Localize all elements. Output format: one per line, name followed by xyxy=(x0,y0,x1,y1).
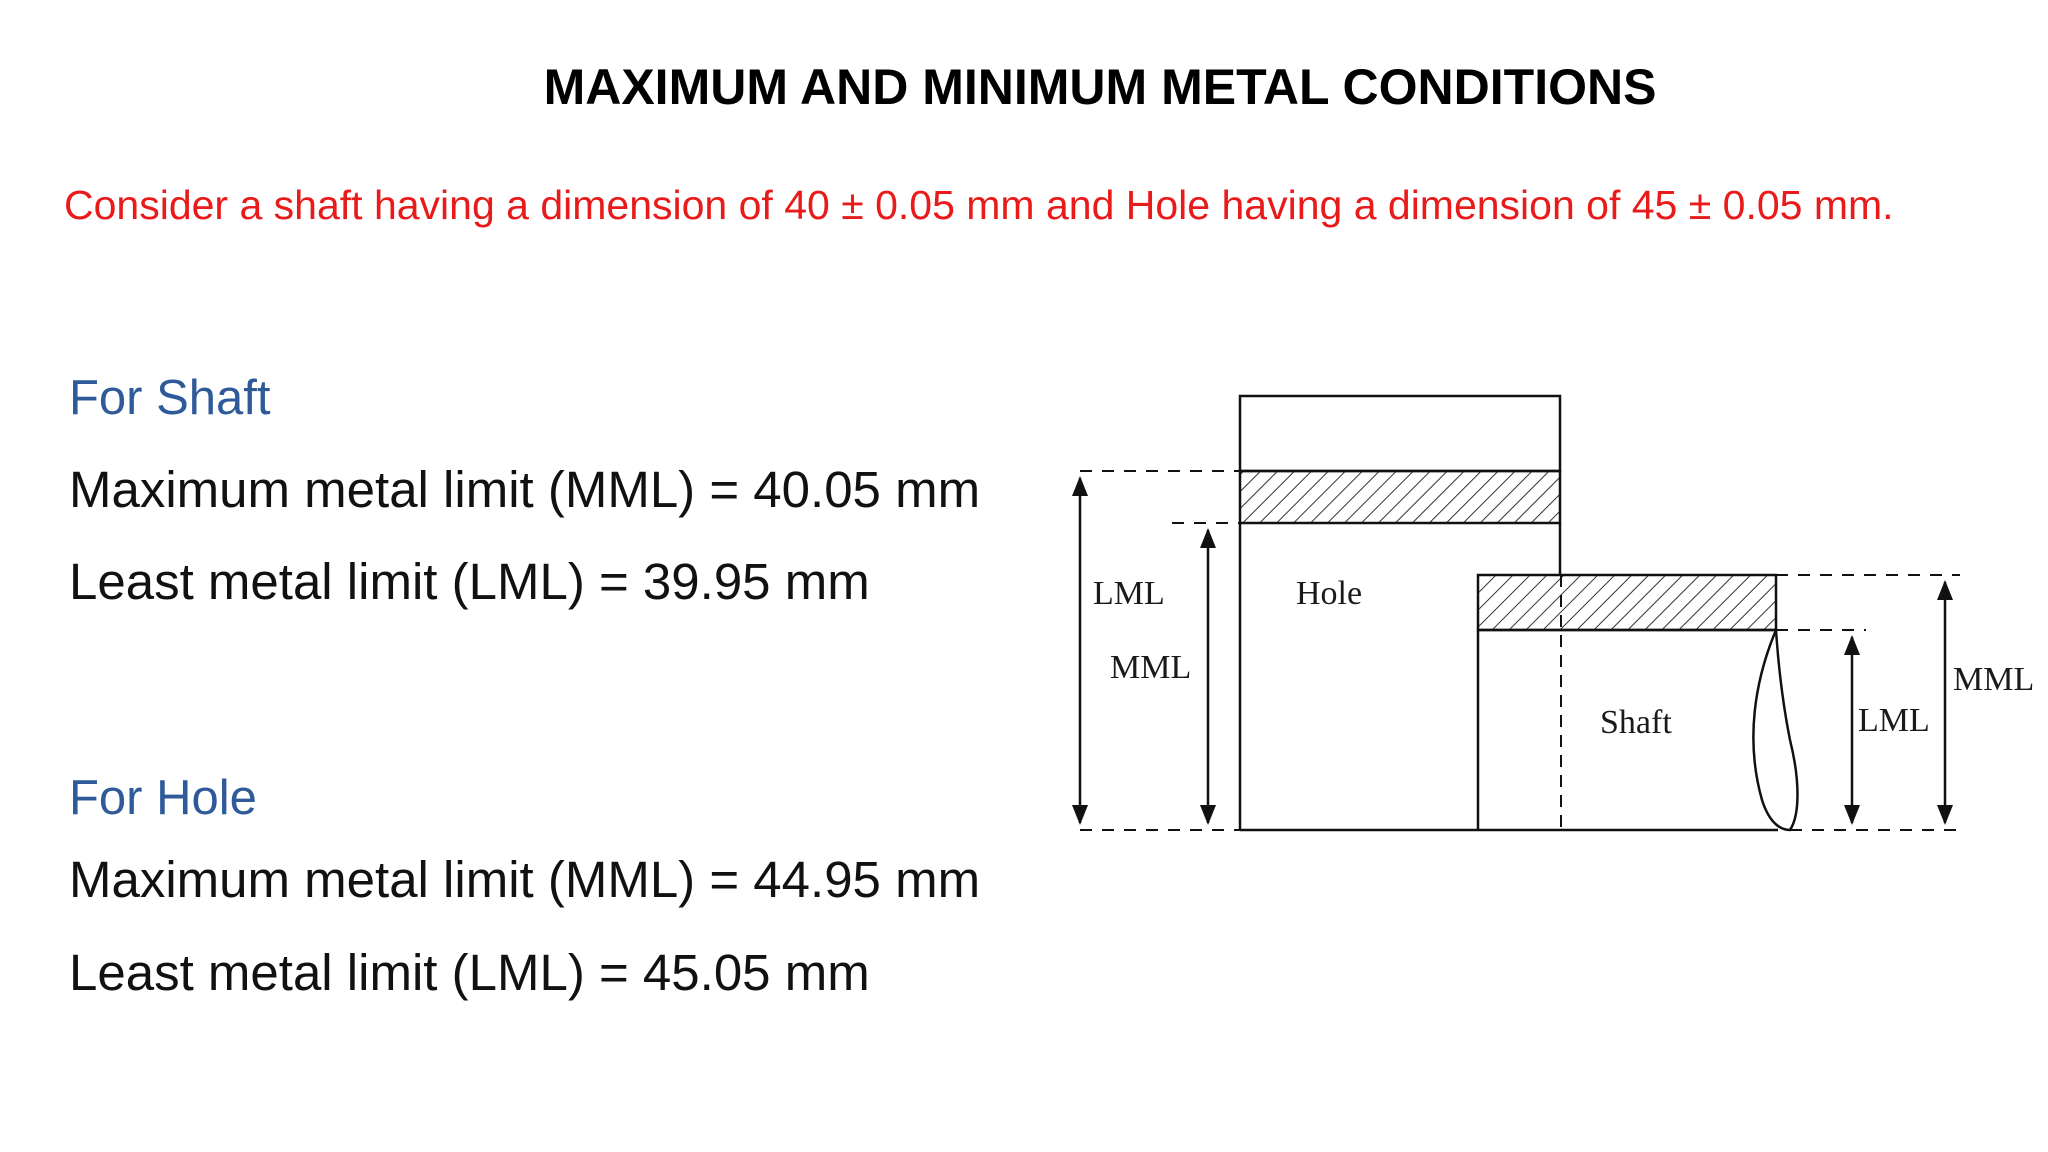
shaft-lml-label: LML xyxy=(1858,702,1930,739)
hole-tolerance-band xyxy=(1240,471,1560,523)
shaft-mml-line: Maximum metal limit (MML) = 40.05 mm xyxy=(69,461,981,518)
hole-label: Hole xyxy=(1296,575,1363,612)
shaft-mml-label: MML xyxy=(1953,661,2035,698)
hole-mml-line: Maximum metal limit (MML) = 44.95 mm xyxy=(69,851,981,908)
shaft-break-curve xyxy=(1753,630,1797,830)
shaft-tolerance-band xyxy=(1478,575,1776,630)
hole-lml-label: LML xyxy=(1093,575,1165,612)
hole-lml-line: Least metal limit (LML) = 45.05 mm xyxy=(69,944,870,1001)
hole-upper-block xyxy=(1240,396,1560,471)
hole-mml-label: MML xyxy=(1110,649,1192,686)
shaft-heading: For Shaft xyxy=(69,371,271,425)
intro-statement: Consider a shaft having a dimension of 40 ± 0.05 mm and Hole having a dimension of 45 ± 0.05 mm. xyxy=(64,182,1894,228)
page-title: MAXIMUM AND MINIMUM METAL CONDITIONS xyxy=(543,59,1657,115)
shaft-label: Shaft xyxy=(1600,704,1672,741)
shaft-lml-line: Least metal limit (LML) = 39.95 mm xyxy=(69,553,870,610)
hole-heading: For Hole xyxy=(69,771,257,825)
